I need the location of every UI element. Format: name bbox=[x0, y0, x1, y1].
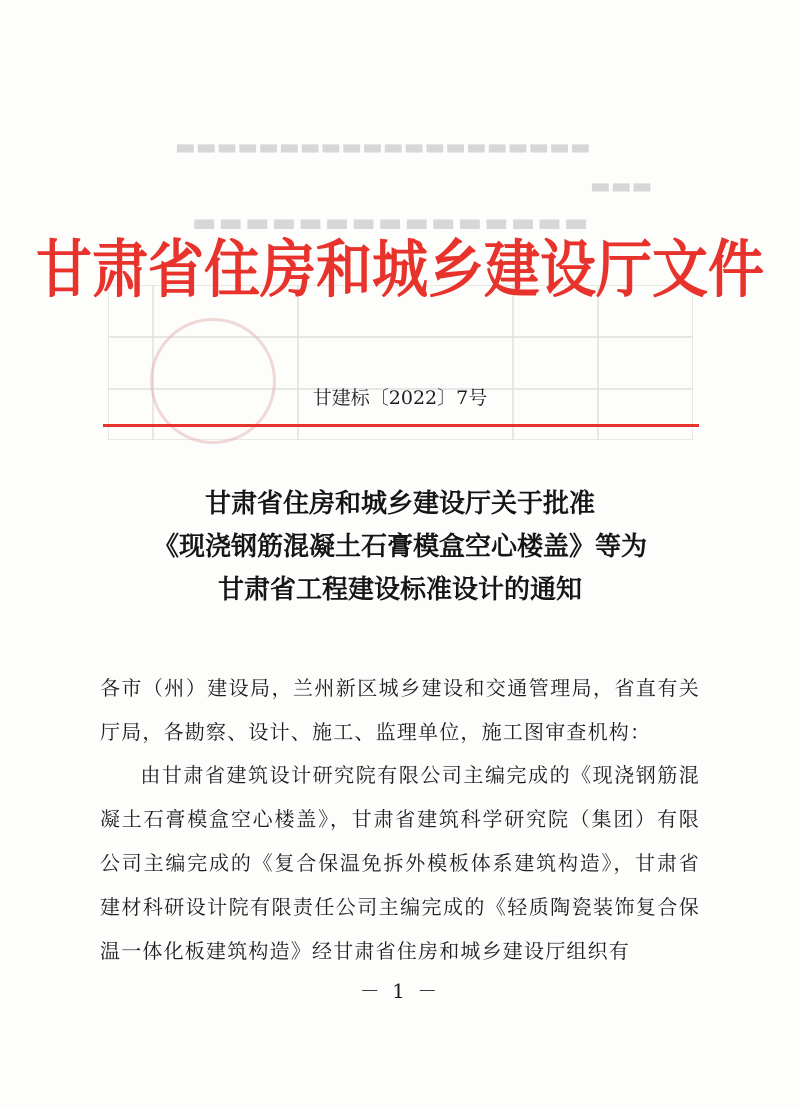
subject-line: 甘肃省工程建设标准设计的通知 bbox=[217, 575, 582, 605]
document-subject bbox=[80, 483, 720, 612]
salutation: 各市（州）建设局，兰州新区城乡建设和交通管理局，省直有关厅局，各勘察、设计、施工、监理单位，施工图审查机构： bbox=[100, 676, 700, 744]
body-paragraph bbox=[100, 753, 700, 973]
issuer-title: 甘肃省住房和城乡建设厅文件 bbox=[36, 233, 764, 307]
subject-line: 《现浇钢筋混凝土石膏模盒空心楼盖》等为 bbox=[152, 532, 647, 562]
reverse-side-bleed: ▬▬▬▬▬▬▬▬▬▬▬▬▬▬▬▬▬▬▬▬ bbox=[175, 135, 591, 160]
document-number: 甘建标〔2022〕7号 bbox=[312, 387, 488, 409]
red-divider-line bbox=[103, 424, 699, 427]
page-number: － 1 － bbox=[359, 979, 441, 1003]
reverse-side-bleed: ▬▬▬ bbox=[590, 174, 653, 199]
subject-line: 甘肃省住房和城乡建设厅关于批准 bbox=[204, 489, 595, 519]
reverse-side-bleed: ▬▬▬▬▬▬▬▬▬▬▬▬▬▬▬ bbox=[190, 208, 589, 238]
body-paragraph-text: 由甘肃省建筑设计研究院有限公司主编完成的《现浇钢筋混凝土石膏模盒空心楼盖》，甘肃省建筑科学研究院（集团）有限公司主编完成的《复合保温免拆外模板体系建筑构造》，甘肃省建材科研设计院有限责任公司主编完成的《轻质陶瓷装饰复合保温一体化板建筑构造》经甘肃省住房和城乡建设厅组织有 bbox=[100, 763, 700, 963]
